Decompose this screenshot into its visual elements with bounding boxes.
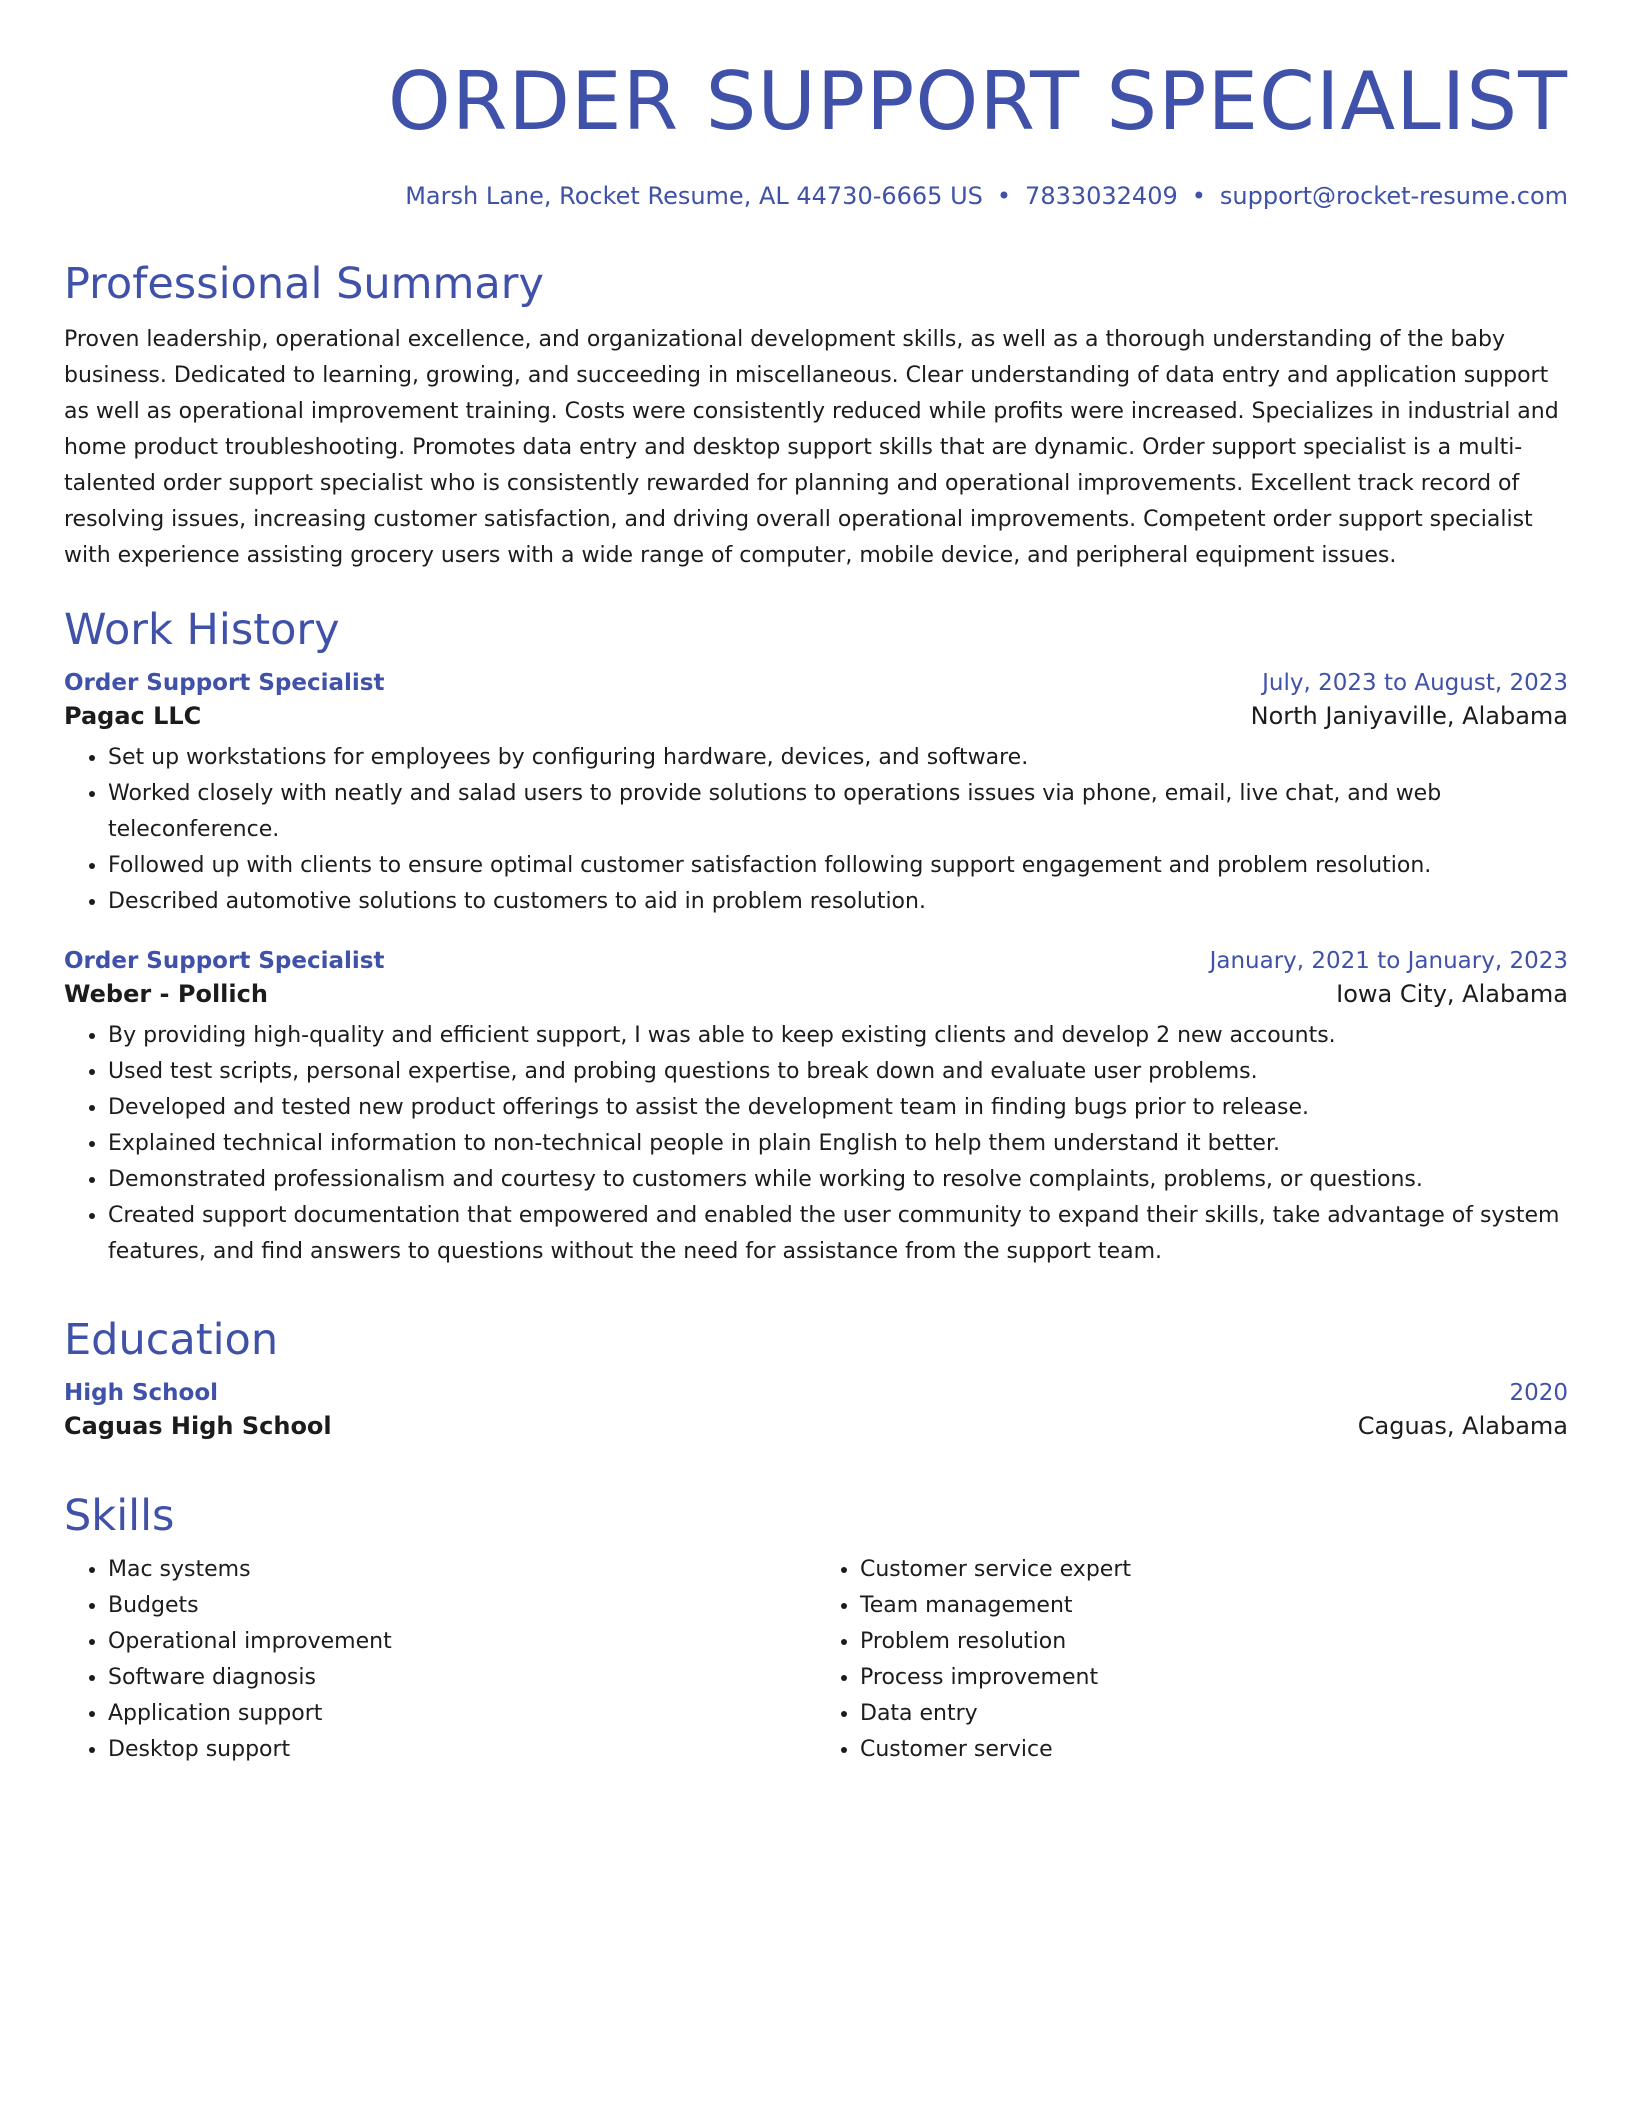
- school-name: Caguas High School: [64, 1412, 332, 1440]
- job-title: Order Support Specialist: [64, 670, 385, 696]
- list-item: • By providing high-quality and efficient support, I was able to keep existing clients and develop 2 new accounts.: [108, 1018, 1568, 1054]
- job-company-row: [64, 702, 1568, 730]
- list-item: • Described automotive solutions to customers to aid in problem resolution.: [108, 884, 1568, 920]
- list-item: • Set up workstations for employees by configuring hardware, devices, and software.: [108, 740, 1568, 776]
- education-header: [64, 1380, 1568, 1406]
- job-location: Iowa City, Alabama: [1336, 980, 1568, 1008]
- list-item: • Team management: [860, 1588, 1568, 1624]
- degree: High School: [64, 1380, 219, 1406]
- job-header: [64, 948, 1568, 974]
- education-school-row: [64, 1412, 1568, 1440]
- school-location: Caguas, Alabama: [1357, 1412, 1568, 1440]
- email: support@rocket-resume.com: [1219, 182, 1568, 210]
- list-item: • Problem resolution: [860, 1624, 1568, 1660]
- company-name: Pagac LLC: [64, 702, 202, 730]
- contact-line: [405, 180, 1568, 212]
- job-location: North Janiyaville, Alabama: [1250, 702, 1568, 730]
- list-item: • Created support documentation that empowered and enabled the user community to expand their skills, take advantage of system features, and find answers to questions without the need for assistance from the support team.: [108, 1198, 1568, 1270]
- list-item: • Mac systems: [108, 1552, 816, 1588]
- work-history-section: [64, 604, 1568, 1270]
- job-title: Order Support Specialist: [64, 948, 385, 974]
- section-title: Education: [64, 1315, 279, 1365]
- job-dates: January, 2021 to January, 2023: [1209, 948, 1568, 974]
- skills-columns: [64, 1552, 1568, 1768]
- job-header: [64, 670, 1568, 696]
- list-item: • Customer service expert: [860, 1552, 1568, 1588]
- list-item: • Desktop support: [108, 1732, 816, 1768]
- address: Marsh Lane, Rocket Resume, AL 44730-6665 US: [405, 182, 983, 210]
- company-name: Weber - Pollich: [64, 980, 268, 1008]
- skills-list-right: [816, 1552, 1568, 1768]
- list-item: • Operational improvement: [108, 1624, 816, 1660]
- list-item: • Budgets: [108, 1588, 816, 1624]
- graduation-year: 2020: [1509, 1380, 1568, 1406]
- list-item: • Data entry: [860, 1696, 1568, 1732]
- skills-list-left: [64, 1552, 816, 1768]
- job-bullets: [64, 1018, 1568, 1270]
- job-company-row: [64, 980, 1568, 1008]
- summary-text: Proven leadership, operational excellence, and organizational development skills, as well as a thorough understanding of the baby business. Dedicated to learning, growing, and succeeding in miscellaneous. Clear understanding of data entry and application support as well as operational improvement training. Costs were consistently reduced while profits were increased. Specializes in industrial and home product troubleshooting. Promotes data entry and desktop support skills that are dynamic. Order support specialist is a multi-talented order support specialist who is consistently rewarded for planning and operational improvements. Excellent track record of resolving issues, increasing customer satisfaction, and driving overall operational improvements. Competent order support specialist with experience assisting grocery users with a wide range of computer, mobile device, and peripheral equipment issues.: [64, 327, 1559, 568]
- list-item: • Process improvement: [860, 1660, 1568, 1696]
- separator: •: [996, 182, 1012, 210]
- job-dates: July, 2023 to August, 2023: [1262, 670, 1568, 696]
- phone: 7833032409: [1025, 182, 1178, 210]
- section-title: Skills: [64, 1491, 175, 1541]
- job-entry: [64, 948, 1568, 1270]
- list-item: • Demonstrated professionalism and courtesy to customers while working to resolve complaints, problems, or questions.: [108, 1162, 1568, 1198]
- list-item: • Explained technical information to non-technical people in plain English to help them understand it better.: [108, 1126, 1568, 1162]
- list-item: • Used test scripts, personal expertise, and probing questions to break down and evaluate user problems.: [108, 1054, 1568, 1090]
- list-item: • Software diagnosis: [108, 1660, 816, 1696]
- list-item: • Worked closely with neatly and salad users to provide solutions to operations issues via phone, email, live chat, and web teleconference.: [108, 776, 1568, 848]
- resume-name: ORDER SUPPORT SPECIALIST: [387, 55, 1568, 148]
- section-title: Professional Summary: [64, 259, 544, 309]
- section-title: Work History: [64, 605, 340, 655]
- education-section: [64, 1314, 1568, 1440]
- skills-section: [64, 1490, 1568, 1768]
- job-entry: [64, 670, 1568, 920]
- list-item: • Customer service: [860, 1732, 1568, 1768]
- list-item: • Application support: [108, 1696, 816, 1732]
- list-item: • Followed up with clients to ensure optimal customer satisfaction following support engagement and problem resolution.: [108, 848, 1568, 884]
- separator: •: [1191, 182, 1206, 210]
- summary-section: [64, 258, 1568, 574]
- job-bullets: [64, 740, 1568, 920]
- list-item: • Developed and tested new product offerings to assist the development team in finding bugs prior to release.: [108, 1090, 1568, 1126]
